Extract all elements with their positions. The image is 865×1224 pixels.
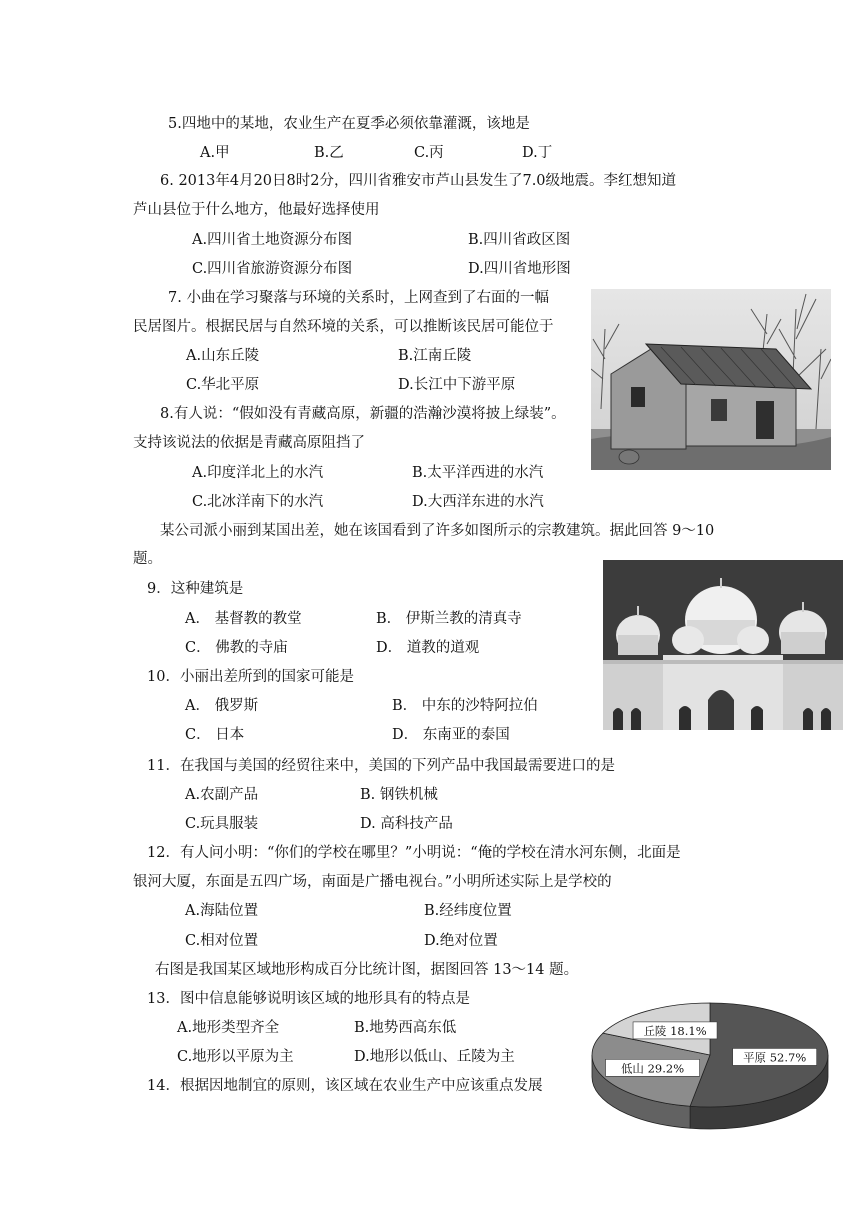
q7-line2: 民居图片。根据民居与自然环境的关系，可以推断该民居可能位于 — [133, 319, 554, 335]
q13-option-c: C.地形以平原为主 — [177, 1049, 294, 1065]
q7-line1: 7. 小曲在学习聚落与环境的关系时，上网查到了右面的一幅 — [168, 290, 549, 306]
mosque-photo — [603, 560, 843, 730]
q10-option-c: C． 日本 — [185, 727, 245, 743]
q7-option-d: D.长江中下游平原 — [398, 377, 516, 393]
q8-option-b: B.太平洋西进的水汽 — [412, 465, 544, 481]
q8-line2: 支持该说法的依据是青藏高原阻挡了 — [133, 435, 365, 451]
q5-stem: 5.四地中的某地，农业生产在夏季必须依靠灌溉，该地是 — [168, 116, 530, 132]
q10-option-b: B． 中东的沙特阿拉伯 — [392, 698, 538, 714]
q9-option-a: A． 基督教的教堂 — [185, 611, 302, 627]
q11-stem: 11．在我国与美国的经贸往来中，美国的下列产品中我国最需要进口的是 — [147, 758, 615, 774]
terrain-pie-chart — [590, 1000, 835, 1140]
q5-option-c: C.丙 — [414, 145, 444, 161]
q6-option-a: A.四川省土地资源分布图 — [192, 232, 353, 248]
svg-text:平原 52.7%: 平原 52.7% — [743, 1050, 807, 1065]
q6-line2: 芦山县位于什么地方，他最好选择使用 — [133, 202, 380, 218]
q13-stem: 13．图中信息能够说明该区域的地形具有的特点是 — [147, 991, 470, 1007]
q11-option-a: A.农副产品 — [185, 787, 259, 803]
q7-option-b: B.江南丘陵 — [398, 348, 472, 364]
q7-option-c: C.华北平原 — [186, 377, 260, 393]
q6-option-c: C.四川省旅游资源分布图 — [192, 261, 353, 277]
q11-option-c: C.玩具服装 — [185, 816, 259, 832]
q12-line2: 银河大厦，东面是五四广场，南面是广播电视台。”小明所述实际上是学校的 — [133, 874, 612, 890]
svg-text:低山 29.2%: 低山 29.2% — [620, 1061, 685, 1076]
intro-9-10-line2: 题。 — [133, 551, 162, 567]
q13-option-a: A.地形类型齐全 — [177, 1020, 280, 1036]
q6-option-b: B.四川省政区图 — [468, 232, 571, 248]
q12-option-b: B.经纬度位置 — [424, 903, 512, 919]
q13-option-d: D.地形以低山、丘陵为主 — [354, 1049, 515, 1065]
pie-svg — [590, 1000, 835, 1140]
pie-label-低山 — [606, 1059, 700, 1076]
q7-option-a: A.山东丘陵 — [186, 348, 260, 364]
q10-stem: 10．小丽出差所到的国家可能是 — [147, 669, 354, 685]
q12-line1: 12．有人问小明：“你们的学校在哪里？”小明说：“俺的学校在清水河东侧，北面是 — [147, 845, 681, 861]
q9-option-c: C． 佛教的寺庙 — [185, 640, 288, 656]
q9-option-d: D． 道教的道观 — [376, 640, 480, 656]
pie-label-平原 — [733, 1048, 817, 1065]
q12-option-c: C.相对位置 — [185, 933, 259, 949]
q14-stem: 14．根据因地制宜的原则，该区域在农业生产中应该重点发展 — [147, 1078, 543, 1094]
q5-option-d: D.丁 — [522, 145, 553, 161]
q6-option-d: D.四川省地形图 — [468, 261, 571, 277]
q10-option-d: D． 东南亚的泰国 — [392, 727, 510, 743]
pie-label-丘陵 — [633, 1022, 717, 1039]
intro-13-14: 右图是我国某区域地形构成百分比统计图，据图回答 13～14 题。 — [155, 962, 579, 978]
svg-text:丘陵 18.1%: 丘陵 18.1% — [643, 1023, 707, 1038]
q13-option-b: B.地势西高东低 — [354, 1020, 457, 1036]
q5-option-a: A.甲 — [200, 145, 230, 161]
q8-line1: 8.有人说：“假如没有青藏高原，新疆的浩瀚沙漠将披上绿装”。 — [160, 406, 566, 422]
intro-9-10-line1: 某公司派小丽到某国出差，她在该国看到了许多如图所示的宗教建筑。据此回答 9～10 — [160, 523, 715, 539]
q11-option-b: B. 钢铁机械 — [360, 787, 438, 803]
q8-option-d: D.大西洋东进的水汽 — [412, 494, 544, 510]
q9-stem: 9．这种建筑是 — [147, 581, 244, 597]
house-photo — [591, 289, 831, 470]
q9-option-b: B． 伊斯兰教的清真寺 — [376, 611, 522, 627]
q6-line1: 6. 2013年4月20日8时2分，四川省雅安市芦山县发生了7.0级地震。李红想知道 — [160, 173, 677, 189]
q5-option-b: B.乙 — [314, 145, 344, 161]
q12-option-d: D.绝对位置 — [424, 933, 498, 949]
q8-option-c: C.北冰洋南下的水汽 — [192, 494, 324, 510]
q10-option-a: A． 俄罗斯 — [185, 698, 259, 714]
q11-option-d: D. 高科技产品 — [360, 816, 453, 832]
q8-option-a: A.印度洋北上的水汽 — [192, 465, 324, 481]
q12-option-a: A.海陆位置 — [185, 903, 259, 919]
